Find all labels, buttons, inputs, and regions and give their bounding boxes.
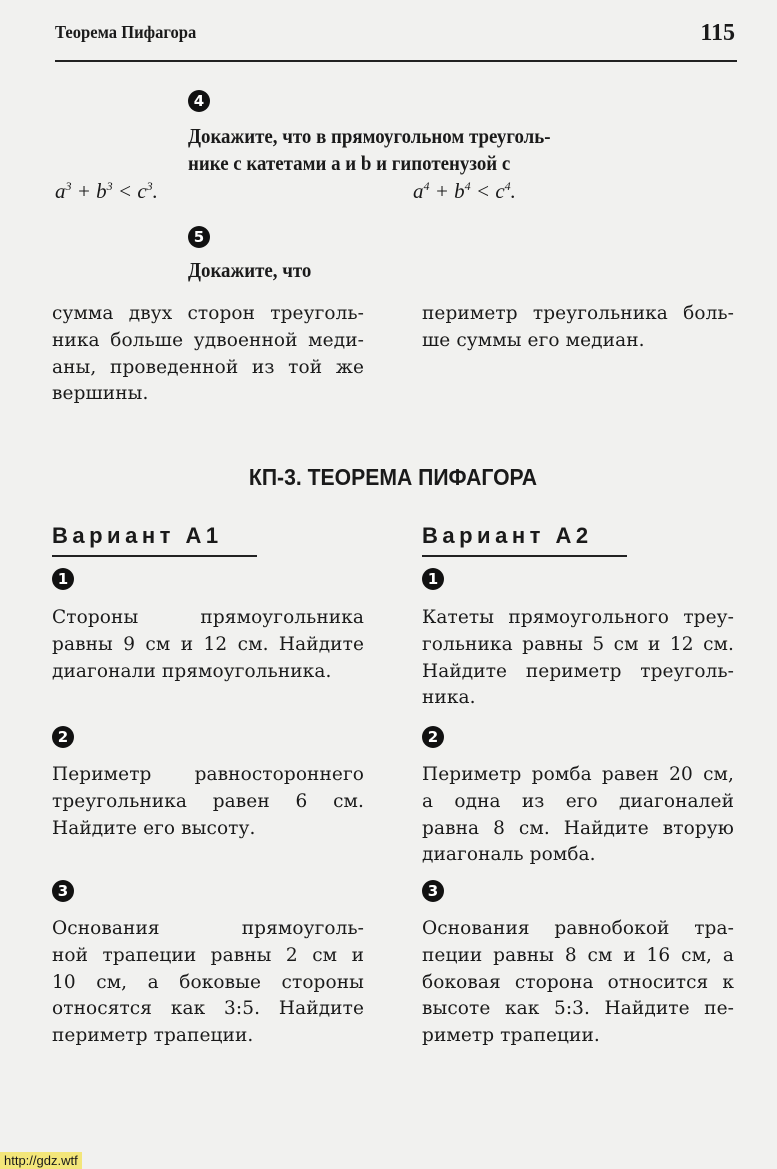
text-line: Найдите периметр треуголь- [422, 660, 734, 682]
variant-underline [52, 555, 257, 557]
text-line: Найдите его высоту. [52, 817, 256, 839]
problem-number-badge: 1 [422, 568, 444, 590]
text-line: Стороны прямоугольника [52, 607, 364, 628]
text-line: Основания прямоуголь- [52, 918, 364, 939]
text-line: периметр треугольника боль- [422, 303, 734, 324]
text-line: Периметр ромба равен 20 см, [422, 764, 734, 785]
text-line: Катеты прямоугольного треу- [422, 607, 734, 628]
text-line: треугольника равен 6 см. [52, 790, 364, 812]
text-line: гольника равны 5 см и 12 см. [422, 633, 734, 655]
text-line: диагонали прямоугольника. [52, 660, 332, 682]
variant-title: Вариант А2 [422, 523, 593, 548]
text-line: диагональ ромба. [422, 844, 596, 866]
formula-right: $a^4 + b^4 < c^4$. [413, 179, 516, 203]
task4-prompt-line: нике с катетами a и b и гипотенузой c [188, 151, 511, 175]
problem-number-badge: 2 [422, 726, 444, 748]
page-number: 115 [700, 20, 735, 46]
watermark-url: http://gdz.wtf [0, 1152, 82, 1169]
text-line: относятся как 3:5. Найдите [52, 998, 364, 1020]
text-line: ника больше удвоенной меди- [52, 329, 364, 351]
text-line: ше суммы его медиан. [422, 329, 645, 351]
header-rule [55, 60, 737, 62]
text-line: равны 9 см и 12 см. Найдите [52, 633, 364, 655]
problem-number-badge: 2 [52, 726, 74, 748]
text-line: вершины. [52, 383, 149, 405]
text-line: ной трапеции равны 2 см и [52, 944, 364, 966]
text-line: боковая сторона относится к [422, 971, 734, 993]
text-line: равна 8 см. Найдите вторую [422, 817, 734, 839]
text-line: высоте как 5:3. Найдите пе- [422, 998, 734, 1020]
text-line: периметр трапеции. [52, 1025, 254, 1047]
section-title: КП-3. ТЕОРЕМА ПИФАГОРА [248, 464, 538, 490]
text-line: 10 см, а боковые стороны [52, 971, 364, 993]
problem-number-badge: 1 [52, 568, 74, 590]
task-number-badge: 4 [188, 90, 210, 112]
task4-prompt-line: Докажите, что в прямоугольном треуголь- [188, 124, 551, 148]
text-line: пеции равны 8 см и 16 см, а [422, 944, 734, 966]
running-header: Теорема Пифагора [55, 22, 197, 42]
text-line: ника. [422, 687, 476, 709]
task-number-badge: 5 [188, 226, 210, 248]
variant-underline [422, 555, 627, 557]
text-line: а одна из его диагоналей [422, 790, 734, 812]
problem-number-badge: 3 [422, 880, 444, 902]
text-line: Периметр равностороннего [52, 764, 364, 785]
text-line: сумма двух сторон треуголь- [52, 303, 364, 324]
task5-prompt: Докажите, что [188, 258, 312, 282]
variant-title: Вариант А1 [52, 523, 223, 548]
formula-left: $a^3 + b^3 < c^3$. [55, 179, 158, 203]
text-line: Основания равнобокой тра- [422, 918, 734, 939]
text-line: риметр трапеции. [422, 1025, 600, 1047]
text-line: аны, проведенной из той же [52, 356, 364, 378]
problem-number-badge: 3 [52, 880, 74, 902]
